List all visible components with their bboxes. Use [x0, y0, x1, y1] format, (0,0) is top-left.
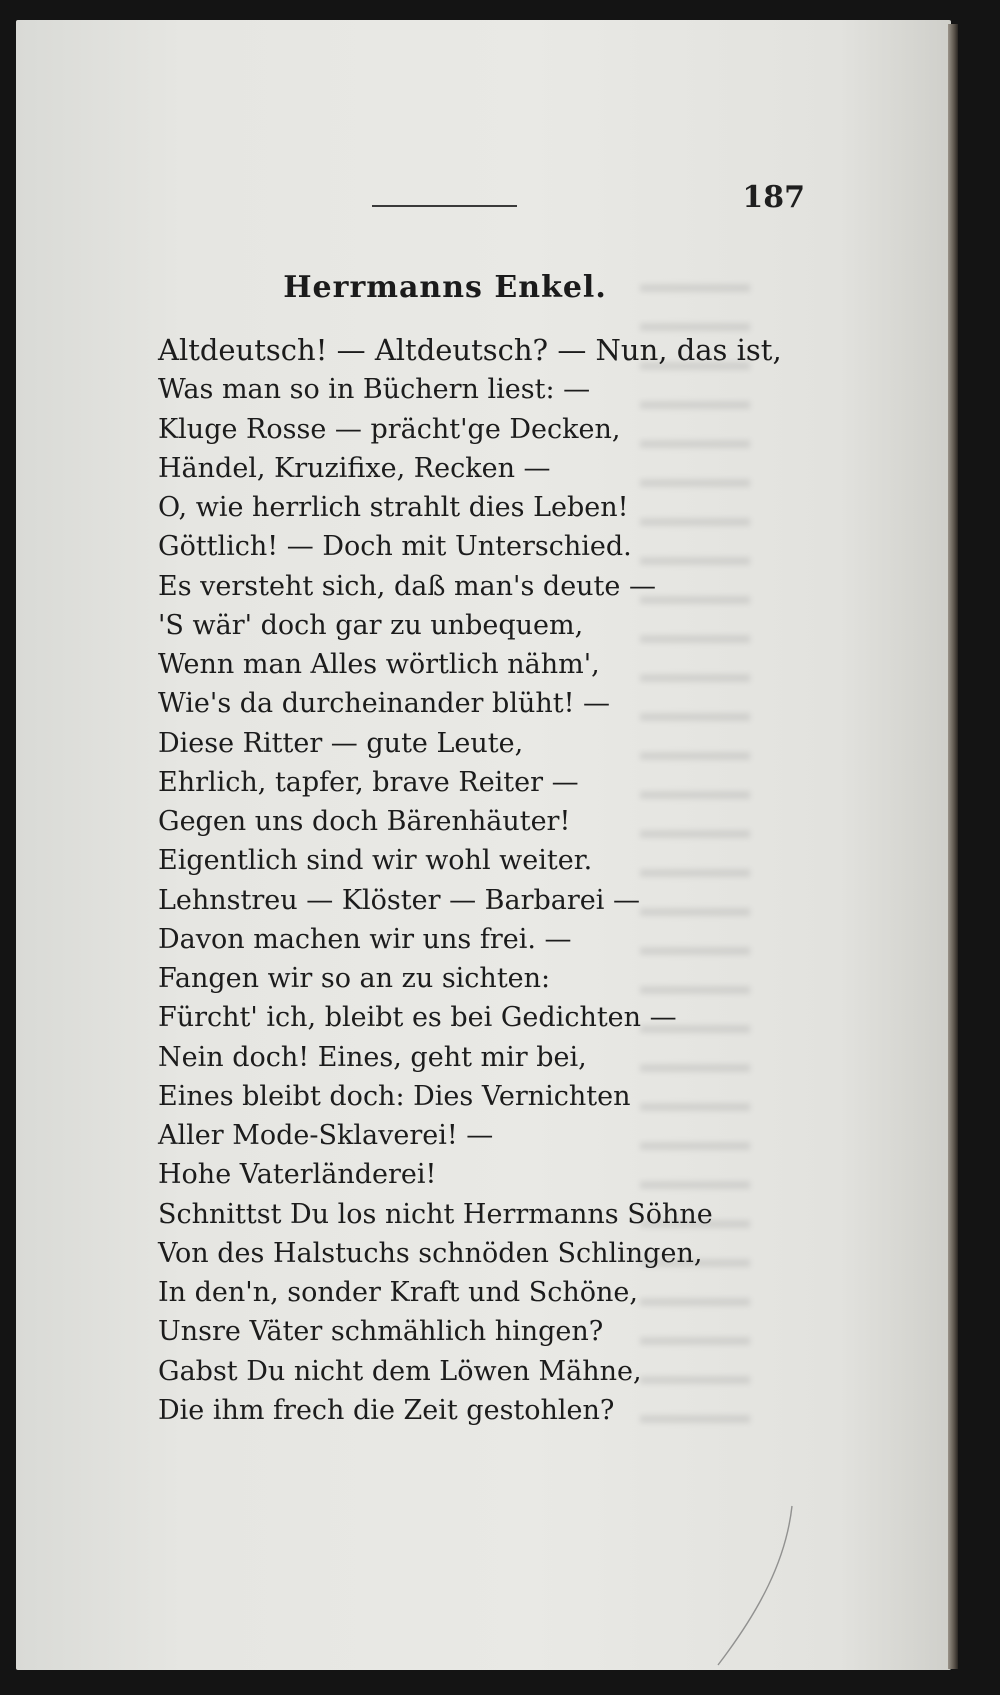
- poem-line: Ehrlich, tapfer, brave Reiter —: [158, 766, 579, 798]
- poem-line: Nein doch! Eines, geht mir bei,: [158, 1041, 587, 1073]
- poem-line: Gabst Du nicht dem Löwen Mähne,: [158, 1355, 642, 1387]
- poem-line: Eines bleibt doch: Dies Vernichten: [158, 1080, 631, 1112]
- poem-line: Händel, Kruzifixe, Recken —: [158, 452, 551, 484]
- poem-line: Lehnstreu — Klöster — Barbarei —: [158, 884, 640, 916]
- poem-line: Was man so in Büchern liest: —: [158, 374, 591, 406]
- poem-line: Göttlich! — Doch mit Unterschied.: [158, 531, 632, 563]
- header-rule: [372, 205, 517, 207]
- poem-line: Aller Mode-Sklaverei! —: [158, 1120, 494, 1151]
- poem-line: Hohe Vaterländerei!: [158, 1159, 437, 1191]
- poem-line: Wie's da durcheinander blüht! —: [158, 688, 611, 720]
- pencil-mark: [700, 1500, 810, 1670]
- poem-line: Fürcht' ich, bleibt es bei Gedichten —: [158, 1002, 677, 1034]
- page-edge: [948, 24, 958, 1669]
- poem-body: [158, 331, 782, 1430]
- poem-title: Herrmanns Enkel.: [283, 270, 607, 305]
- poem-line: In den'n, sonder Kraft und Schöne,: [158, 1277, 638, 1308]
- poem-line: O, wie herrlich strahlt dies Leben!: [158, 492, 629, 523]
- poem-line: Es versteht sich, daß man's deute —: [158, 570, 656, 602]
- poem-line: Davon machen wir uns frei. —: [158, 923, 572, 955]
- poem-line: Gegen uns doch Bärenhäuter!: [158, 806, 571, 837]
- poem-line: Von des Halstuchs schnöden Schlingen,: [158, 1237, 703, 1269]
- poem-line: Diese Ritter — gute Leute,: [158, 727, 524, 759]
- poem-line: Altdeutsch! — Altdeutsch? — Nun, das ist,: [158, 333, 782, 367]
- poem-line: Die ihm frech die Zeit gestohlen?: [158, 1394, 615, 1426]
- poem-line: Schnittst Du los nicht Herrmanns Söhne: [158, 1198, 713, 1230]
- page-number: 187: [742, 180, 805, 215]
- poem-line: Fangen wir so an zu sichten:: [158, 963, 551, 994]
- poem-line: Unsre Väter schmählich hingen?: [158, 1316, 604, 1348]
- poem-line: Eigentlich sind wir wohl weiter.: [158, 845, 593, 877]
- poem-line: Kluge Rosse — prächt'ge Decken,: [158, 413, 621, 445]
- poem-line: 'S wär' doch gar zu unbequem,: [158, 609, 584, 641]
- poem-line: Wenn man Alles wörtlich nähm',: [158, 649, 600, 680]
